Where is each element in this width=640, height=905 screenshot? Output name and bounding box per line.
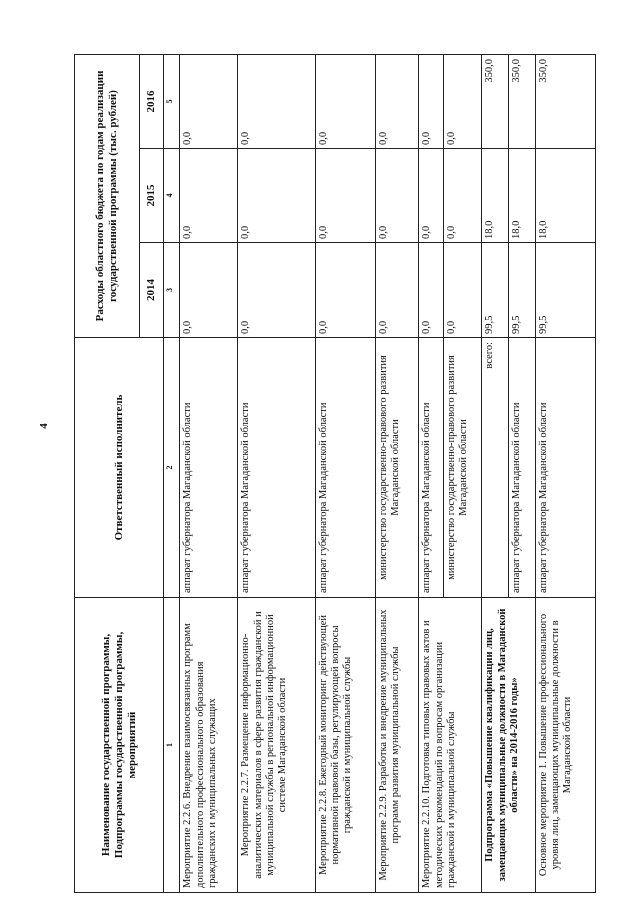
row-name: Мероприятие 2.2.7. Размещение информационно-аналитических материалов в сфере развития гражданской и муниципальной службы в региональной информационной системе Магаданской области xyxy=(238,598,315,893)
table-row xyxy=(482,54,509,892)
value-2015: 18,0 xyxy=(508,149,535,243)
value-2014: 0,0 xyxy=(180,243,238,338)
column-numbers-row xyxy=(164,54,180,892)
value-2016: 0,0 xyxy=(238,54,315,148)
value-2015: 0,0 xyxy=(180,149,238,243)
value-2016: 0,0 xyxy=(375,54,419,148)
table-row xyxy=(315,54,375,892)
total-2014: 99,5 xyxy=(482,243,509,338)
row-executor: аппарат губернатора Магаданской области xyxy=(508,338,535,598)
row-executor: аппарат губернатора Магаданской области xyxy=(535,338,596,598)
row-name: Основное мероприятие 1. Повышение профессионального уровня лиц, замещающих муниципальные должности в Магаданской области xyxy=(535,598,596,893)
value-2015: 18,0 xyxy=(535,149,596,243)
value-2016: 0,0 xyxy=(419,54,443,148)
value-2015: 0,0 xyxy=(419,149,443,243)
row-name: Мероприятие 2.2.9. Разработка и внедрение муниципальных программ развития муниципальной службы xyxy=(375,598,419,893)
value-2014: 0,0 xyxy=(315,243,375,338)
row-name: Мероприятие 2.2.10. Подготовка типовых правовых актов и методических рекомендаций по вопросам организации гражданской и муниципальной службы xyxy=(419,598,482,893)
value-2015: 0,0 xyxy=(315,149,375,243)
table-row xyxy=(535,54,596,892)
row-executor: аппарат губернатора Магаданской области xyxy=(238,338,315,598)
year-2015: 2015 xyxy=(140,149,164,243)
colnum-4: 4 xyxy=(164,149,180,243)
row-executor: аппарат губернатора Магаданской области xyxy=(180,338,238,598)
value-2016: 0,0 xyxy=(315,54,375,148)
year-2014: 2014 xyxy=(140,243,164,338)
value-2014: 0,0 xyxy=(419,243,443,338)
value-2014: 0,0 xyxy=(375,243,419,338)
row-executor: аппарат губернатора Магаданской области xyxy=(315,338,375,598)
value-2016: 350,0 xyxy=(508,54,535,148)
expenses-table xyxy=(74,54,596,893)
table-row xyxy=(375,54,419,892)
colnum-2: 2 xyxy=(164,338,180,598)
value-2014: 99,5 xyxy=(508,243,535,338)
value-2014: 0,0 xyxy=(443,243,482,338)
row-executor: министерство государственно-правового развития Магаданской области xyxy=(443,338,482,598)
colnum-5: 5 xyxy=(164,54,180,148)
total-label: всего: xyxy=(482,338,509,598)
value-2014: 99,5 xyxy=(535,243,596,338)
total-2016: 350,0 xyxy=(482,54,509,148)
year-2016: 2016 xyxy=(140,54,164,148)
row-name: Мероприятие 2.2.6. Внедрение взаимосвязанных программ дополнительного профессионального образования гражданских и муниципальных служащих xyxy=(180,598,238,893)
value-2015: 0,0 xyxy=(443,149,482,243)
value-2016: 0,0 xyxy=(180,54,238,148)
page-number: 4 xyxy=(38,423,50,429)
value-2015: 0,0 xyxy=(238,149,315,243)
table-header-row xyxy=(75,54,140,892)
row-executor: министерство государственно-правового развития Магаданской области xyxy=(375,338,419,598)
table-row xyxy=(180,54,238,892)
table-row xyxy=(238,54,315,892)
value-2016: 350,0 xyxy=(535,54,596,148)
table-row xyxy=(419,54,443,892)
subprogram-name: Подпрограмма «Повышение квалификации лиц, замещающих муниципальные должности в Магаданской области» на 2014-2016 годы» xyxy=(482,598,535,893)
header-expenses: Расходы областного бюджета по годам реализации государственной программы (тыс. рублей) xyxy=(75,54,140,337)
row-name: Мероприятие 2.2.8. Ежегодный мониторинг действующей нормативной правовой базы, регулирующей вопросы гражданской и муниципальной службы xyxy=(315,598,375,893)
value-2014: 0,0 xyxy=(238,243,315,338)
colnum-3: 3 xyxy=(164,243,180,338)
header-executor: Ответственный исполнитель xyxy=(75,338,164,598)
value-2016: 0,0 xyxy=(443,54,482,148)
rotated-table-container xyxy=(74,55,596,893)
colnum-1: 1 xyxy=(164,598,180,893)
header-name: Наименование государственной программы, Подпрограммы государственной программы, мероприятий xyxy=(75,598,164,893)
value-2015: 0,0 xyxy=(375,149,419,243)
row-executor: аппарат губернатора Магаданской области xyxy=(419,338,443,598)
total-2015: 18,0 xyxy=(482,149,509,243)
